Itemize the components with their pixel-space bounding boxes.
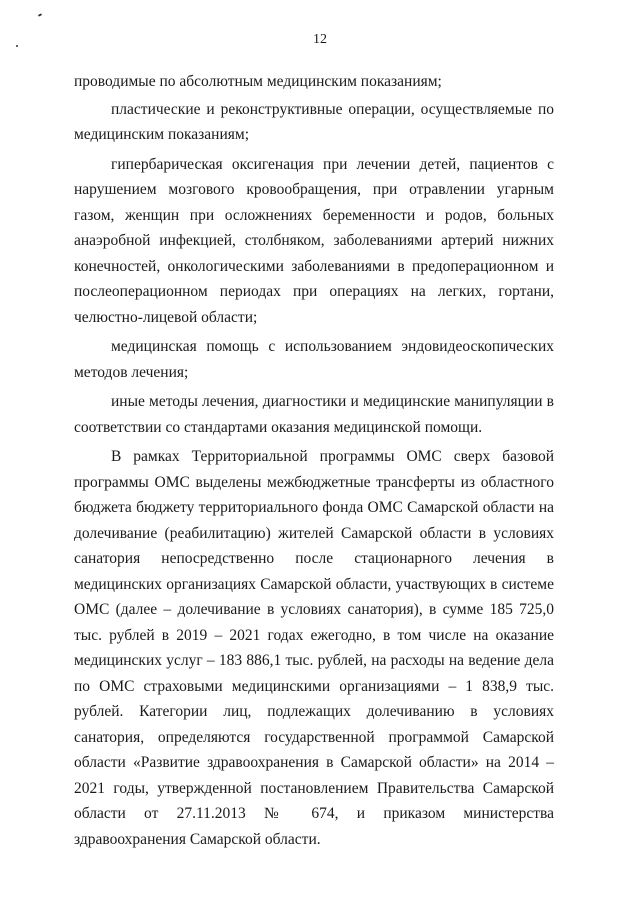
paragraph: проводимые по абсолютным медицинским показаниям; (74, 73, 442, 90)
paragraph: гипербарическая оксигенация при лечении детей, пациентов с нарушением мозгового кровообращения, при отравлении угарным газом, женщин при осложнениях беременности и родов, больных анаэробной инфекцией, столбняком, заболеваниями артерий нижних конечностей, онкологическими заболеваниями в предоперационном и послеоперационном периодах при операциях на легких, гортани, челюстно-лицевой области; (74, 155, 554, 326)
scan-speck (38, 13, 42, 17)
paragraph: пластические и реконструктивные операции, осуществляемые по медицинским показаниям; (74, 100, 554, 143)
page-number: 12 (313, 32, 327, 47)
paragraph: иные методы лечения, диагностики и медицинские манипуляции в соответствии со стандартами оказания медицинской помощи. (74, 393, 554, 436)
paragraph: В рамках Территориальной программы ОМС сверх базовой программы ОМС выделены межбюджетные трансферты из областного бюджета бюджету территориального фонда ОМС Самарской области на долечивание (реабилитацию) жителей Самарской области в условиях санатория непосредственно после стационарного лечения в медицинских организациях Самарской области, участвующих в системе ОМС (далее – долечивание в условиях санатория), в сумме 185 725,0 тыс. рублей в 2019 – 2021 годах ежегодно, в том числе на оказание медицинских услуг – 183 886,1 тыс. рублей, на расходы на ведение дела по ОМС страховыми медицинскими организациями – 1 838,9 тыс. рублей. Категории лиц, подлежащих долечиванию в условиях санатория, определяются государственной программой Самарской области «Развитие здравоохранения в Самарской области» на 2014 – 2021 годы, утвержденной постановлением Правительства Самарской области от 27.11.2013 № 674, и приказом министерства здравоохранения Самарской области. (74, 448, 554, 848)
body-text (74, 69, 554, 852)
paragraph: медицинская помощь с использованием эндовидеоскопических методов лечения; (74, 338, 554, 381)
